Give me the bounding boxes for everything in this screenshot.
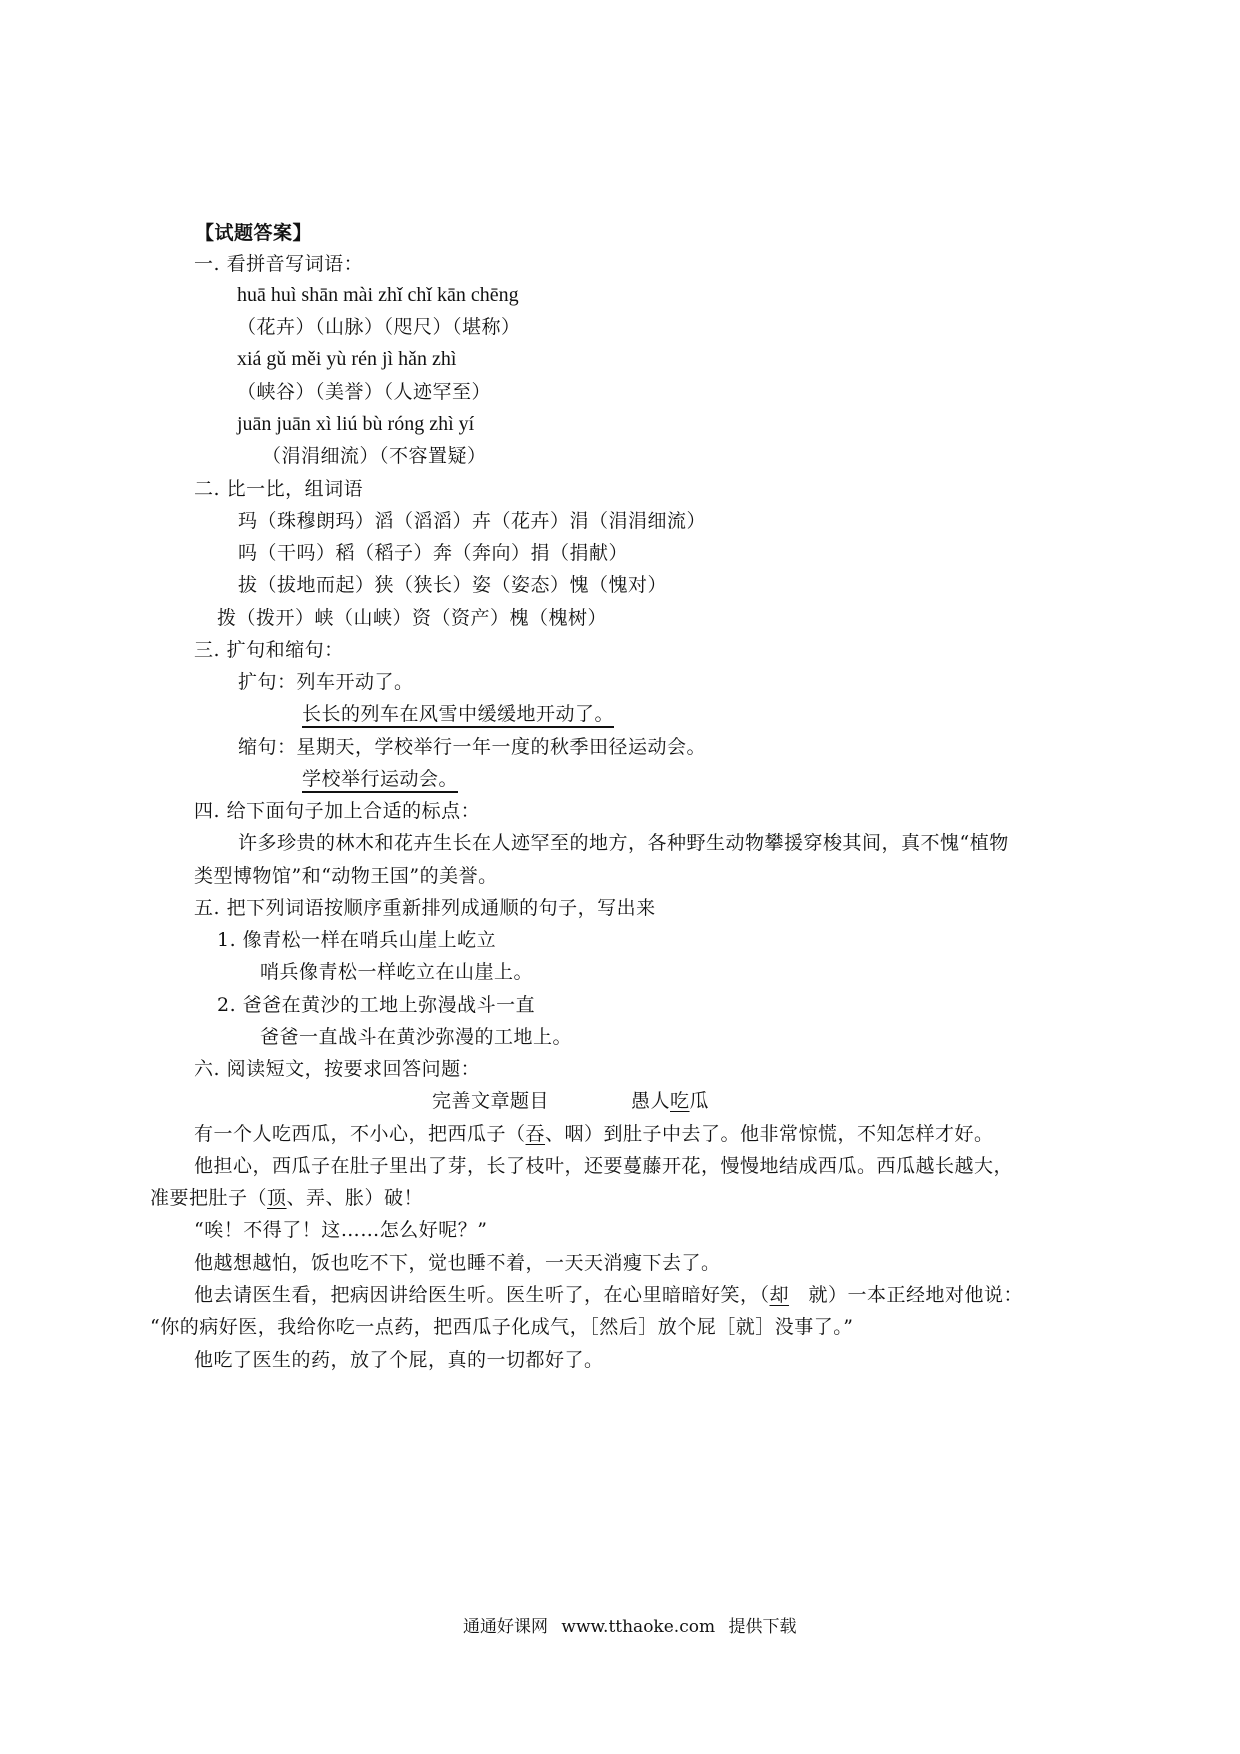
punctuation-line-1: 许多珍贵的林木和花卉生长在人迹罕至的地方，各种野生动物攀援穿梭其间，真不愧“植物 [238, 832, 1009, 854]
p2-text-d: 、弄、胀）破！ [286, 1187, 424, 1209]
compare-row-3: 拔（拔地而起）狭（狭长）姿（姿态）愧（愧对） [238, 574, 668, 596]
pinyin-line-2: xiá gǔ měi yù rén jì hǎn zhì [237, 348, 457, 370]
compare-row-4: 拨（拨开）峡（山峡）资（资产）槐（槐树） [217, 607, 608, 629]
section-2-title: 二. 比一比，组词语 [194, 478, 364, 500]
shrink-answer: 学校举行运动会。 [302, 768, 458, 793]
compare-row-2: 吗（干吗）稻（稻子）奔（奔向）捐（捐献） [238, 542, 629, 564]
story-title [631, 1089, 709, 1113]
p1-text-a: 有一个人吃西瓜，不小心，把西瓜子（ [194, 1123, 526, 1145]
p2-answer: 顶 [267, 1187, 287, 1209]
section-1-title: 一. 看拼音写词语： [194, 253, 364, 275]
footer-suffix: 提供下载 [728, 1617, 797, 1637]
section-6-title: 六. 阅读短文，按要求回答问题： [194, 1058, 481, 1080]
story-paragraph-6: 他吃了医生的药，放了个屁，真的一切都好了。 [194, 1349, 604, 1371]
story-title-label: 完善文章题目 [432, 1090, 550, 1112]
p1-text-c: 、咽）到肚子中去了。他非常惊慌，不知怎样才好。 [545, 1123, 994, 1145]
story-paragraph-5-line-1 [194, 1283, 1023, 1307]
p5-text-a: 他去请医生看，把病因讲给医生听。医生听了，在心里暗暗好笑，（ [194, 1284, 770, 1306]
shrink-question: 缩句：星期天，学校举行一年一度的秋季田径运动会。 [238, 736, 707, 758]
shrink-answer-wrap [302, 767, 458, 791]
p5-answer: 却 [769, 1284, 790, 1306]
section-3-title: 三. 扩句和缩句： [194, 639, 344, 661]
reorder-question-1: 1. 像青松一样在哨兵山崖上屹立 [217, 929, 497, 951]
answer-line-1: （花卉）（山脉）（咫尺）（堪称） [237, 316, 521, 338]
story-paragraph-2-line-2 [150, 1186, 423, 1210]
reorder-question-2: 2. 爸爸在黄沙的工地上弥漫战斗一直 [217, 994, 536, 1016]
story-title-underlined: 吃 [670, 1090, 690, 1112]
story-title-part-a: 愚人 [631, 1090, 671, 1112]
page-footer [463, 1612, 804, 1637]
punctuation-line-2: 类型博物馆”和“动物王国”的美誉。 [194, 865, 498, 887]
footer-site-name: 通通好课网 [463, 1617, 548, 1637]
answer-header: 【试题答案】 [195, 222, 313, 244]
expand-answer: 长长的列车在风雪中缓缓地开动了。 [302, 703, 614, 728]
pinyin-line-1: huā huì shān mài zhǐ chǐ kān chēng [237, 284, 519, 306]
story-paragraph-3: “唉！不得了！这……怎么好呢？” [194, 1219, 488, 1241]
story-paragraph-2-line-1: 他担心，西瓜子在肚子里出了芽，长了枝叶，还要蔓藤开花，慢慢地结成西瓜。西瓜越长越大， [194, 1155, 1014, 1177]
section-4-title: 四. 给下面句子加上合适的标点： [194, 800, 481, 822]
expand-answer-wrap [302, 702, 614, 726]
section-5-title: 五. 把下列词语按顺序重新排列成通顺的句子，写出来 [194, 897, 656, 919]
answer-line-2: （峡谷）（美誉）（人迹罕至） [237, 381, 492, 403]
p2-text-b: 准要把肚子（ [150, 1187, 268, 1209]
reorder-answer-1: 哨兵像青松一样屹立在山崖上。 [260, 961, 534, 983]
reorder-answer-2: 爸爸一直战斗在黄沙弥漫的工地上。 [260, 1026, 573, 1048]
p5-text-c: 就）一本正经地对他说： [789, 1284, 1024, 1306]
compare-row-1: 玛（珠穆朗玛）滔（滔滔）卉（花卉）涓（涓涓细流） [238, 510, 707, 532]
story-paragraph-4: 他越想越怕，饭也吃不下，觉也睡不着，一天天消瘦下去了。 [194, 1252, 721, 1274]
footer-url: www.tthaoke.com [561, 1617, 716, 1637]
answer-line-3: （涓涓细流）（不容置疑） [262, 445, 487, 467]
pinyin-line-3: juān juān xì liú bù róng zhì yí [237, 413, 475, 435]
story-paragraph-5-line-2: “你的病好医，我给你吃一点药，把西瓜子化成气，［然后］放个屁［就］没事了。” [150, 1316, 854, 1338]
expand-question: 扩句：列车开动了。 [238, 671, 414, 693]
story-title-part-c: 瓜 [689, 1090, 710, 1112]
story-paragraph-1 [194, 1122, 994, 1146]
p1-answer: 吞 [525, 1123, 546, 1145]
